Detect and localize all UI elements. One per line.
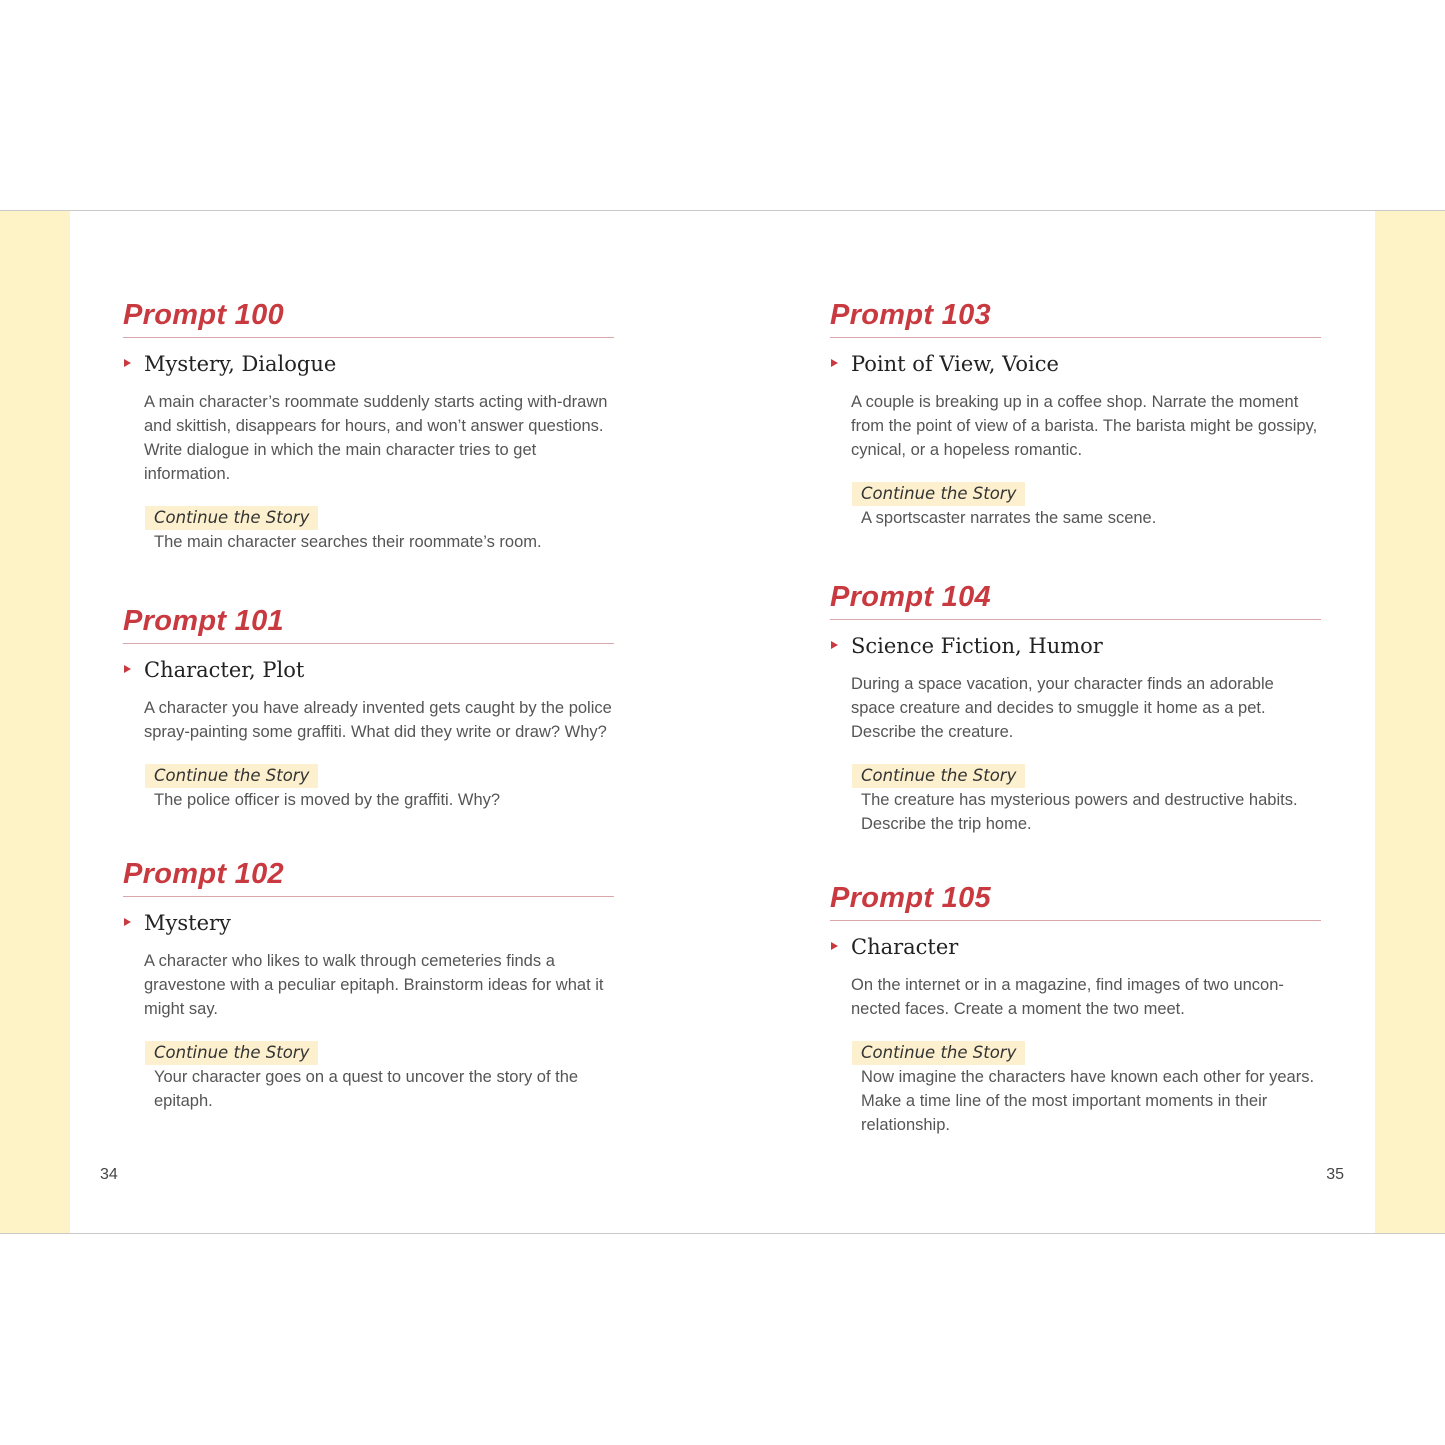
page-number-left: 34 (100, 1166, 118, 1183)
continue-story (861, 1041, 1321, 1137)
continue-story (861, 482, 1321, 530)
continue-story (154, 764, 614, 812)
continue-text: The creature has mysterious powers and destructive habits. Describe the trip home. (861, 791, 1298, 833)
continue-story (154, 506, 614, 554)
triangle-bullet-icon (831, 359, 838, 367)
prompt-104 (830, 580, 1321, 836)
prompt-title: Prompt 105 (830, 881, 1321, 921)
continue-text: The main character searches their roommate’s room. (154, 533, 542, 551)
prompt-text: A character who likes to walk through cemeteries finds a gravestone with a peculiar epitaph. Brainstorm ideas for what it might say. (144, 952, 604, 1018)
prompt-title: Prompt 101 (123, 604, 614, 644)
triangle-bullet-icon (831, 942, 838, 950)
continue-label: Continue the Story (145, 506, 318, 530)
category-label: Point of View, Voice (851, 352, 1059, 376)
prompt-category (123, 656, 614, 686)
triangle-bullet-icon (124, 359, 131, 367)
page-number-right: 35 (1326, 1166, 1344, 1183)
prompt-101 (123, 604, 614, 812)
continue-label: Continue the Story (145, 1041, 318, 1065)
prompt-102 (123, 857, 614, 1113)
category-label: Science Fiction, Humor (851, 634, 1103, 658)
prompt-text: A character you have already invented gets caught by the police spray-painting some graffiti. What did they write or draw? Why? (144, 699, 612, 741)
continue-label: Continue the Story (852, 1041, 1025, 1065)
right-margin-band (1375, 211, 1445, 1233)
continue-story (861, 764, 1321, 836)
prompt-text: A main character’s roommate suddenly starts acting with-drawn and skittish, disappears for hours, and won’t answer questions. Write dialogue in which the main character tries to get information. (144, 393, 608, 483)
triangle-bullet-icon (124, 918, 131, 926)
prompt-105 (830, 881, 1321, 1137)
continue-text: Your character goes on a quest to uncover the story of the epitaph. (154, 1068, 579, 1110)
right-page (830, 211, 1321, 1233)
continue-text: A sportscaster narrates the same scene. (861, 509, 1157, 527)
category-label: Character, Plot (144, 658, 305, 682)
prompt-100 (123, 298, 614, 554)
prompt-title: Prompt 102 (123, 857, 614, 897)
left-page (123, 211, 614, 1233)
prompt-title: Prompt 103 (830, 298, 1321, 338)
prompt-title: Prompt 100 (123, 298, 614, 338)
prompt-title: Prompt 104 (830, 580, 1321, 620)
prompt-text: On the internet or in a magazine, find images of two uncon-nected faces. Create a moment the two meet. (851, 976, 1284, 1018)
triangle-bullet-icon (124, 665, 131, 673)
category-label: Mystery (144, 911, 231, 935)
continue-label: Continue the Story (852, 482, 1025, 506)
prompt-text: During a space vacation, your character finds an adorable space creature and decides to smuggle it home as a pet. Describe the creature. (851, 675, 1274, 741)
prompt-text: A couple is breaking up in a coffee shop. Narrate the moment from the point of view of a barista. The barista might be gossipy, cynical, or a hopeless romantic. (851, 393, 1318, 459)
continue-label: Continue the Story (145, 764, 318, 788)
category-label: Mystery, Dialogue (144, 352, 337, 376)
prompt-category (123, 909, 614, 939)
prompt-category (830, 933, 1321, 963)
prompt-category (123, 350, 614, 380)
continue-text: Now imagine the characters have known each other for years. Make a time line of the most important moments in their relationship. (861, 1068, 1315, 1134)
triangle-bullet-icon (831, 641, 838, 649)
continue-story (154, 1041, 614, 1113)
prompt-category (830, 350, 1321, 380)
prompt-category (830, 632, 1321, 662)
left-margin-band (0, 211, 70, 1233)
prompt-103 (830, 298, 1321, 530)
book-spread (0, 210, 1445, 1234)
continue-label: Continue the Story (852, 764, 1025, 788)
category-label: Character (851, 935, 959, 959)
continue-text: The police officer is moved by the graffiti. Why? (154, 791, 501, 809)
